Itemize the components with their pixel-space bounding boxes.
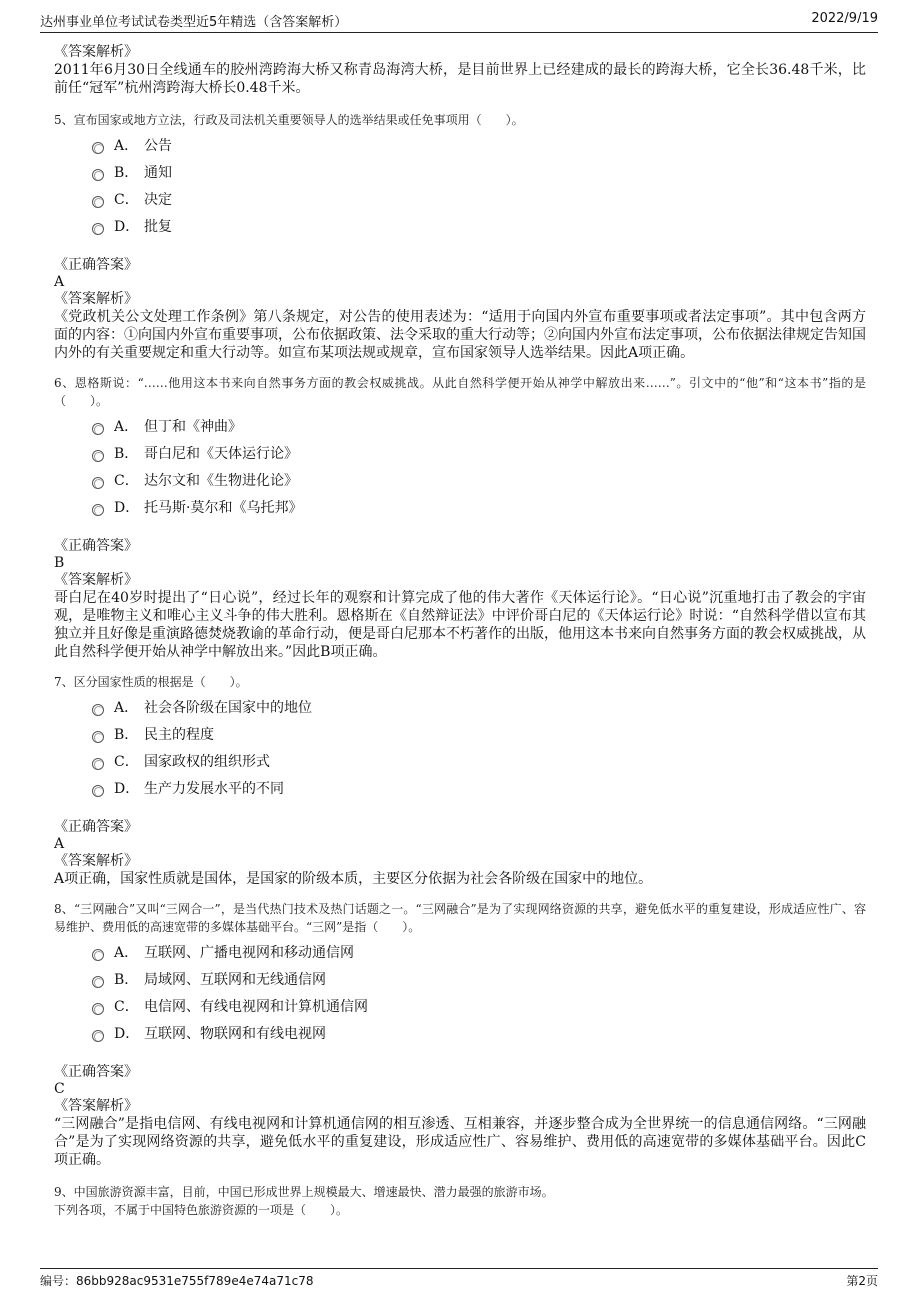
analysis-label: 《答案解析》 [54,572,138,588]
option-a[interactable] [92,133,866,160]
option-text: 国家政权的组织形式 [144,754,270,770]
question-stem-continued: 下列各项，不属于中国特色旅游资源的一项是（ ）。 [54,1203,349,1217]
analysis-text: 哥白尼在40岁时提出了“日心说”，经过长年的观察和计算完成了他的伟大著作《天体运行论》。“日心说”沉重地打击了教会的宇宙观，是唯物主义和唯心主义斗争的伟大胜利。恩格斯在《自然辩证法》中评价哥白尼的《天体运行论》时说：“自然科学借以宣布其独立并且好像是重演路德焚烧教谕的革命行动，便是哥白尼那本不朽著作的出版，他用这本书来向自然事务方面的教会权威挑战，从此自然科学便开始从神学中解放出来。”因此B项正确。 [54,590,866,660]
option-text: 互联网、物联网和有线电视网 [144,1026,326,1042]
option-text: 电信网、有线电视网和计算机通信网 [144,999,368,1015]
analysis-label: 《答案解析》 [54,853,138,869]
question-stem: 9、中国旅游资源丰富，目前，中国已形成世界上规模最大、增速最快、潜力最强的旅游市场。 [54,1185,554,1199]
radio-button-icon[interactable] [92,169,104,181]
option-letter: D． [114,219,140,235]
question-stem: 5、宣布国家或地方立法，行政及司法机关重要领导人的选举结果或任免事项用（ ）。 [54,113,524,127]
radio-button-icon[interactable] [92,477,104,489]
option-c[interactable] [92,468,866,495]
correct-answer: A [54,274,65,290]
option-d[interactable] [92,776,866,803]
radio-button-icon[interactable] [92,949,104,961]
option-text: 哥白尼和《天体运行论》 [144,446,298,462]
option-text: 互联网、广播电视网和移动通信网 [144,945,354,961]
question-stem: 6、恩格斯说：“……他用这本书来向自然事务方面的教会权威挑战。从此自然科学便开始从神学中解放出来……”。引文中的“他”和“这本书”指的是（ ）。 [54,376,866,408]
option-text: 局域网、互联网和无线通信网 [144,972,326,988]
question-stem: 8、“三网融合”又叫“三网合一”，是当代热门技术及热门话题之一。“三网融合”是为了实现网络资源的共享，避免低水平的重复建设，形成适应性广、容易维护、费用低的高速宽带的多媒体基础平台。“三网”是指（ ）。 [54,902,866,934]
option-letter: A． [114,138,139,154]
option-b[interactable] [92,441,866,468]
page-footer [40,1268,878,1293]
option-a[interactable] [92,414,866,441]
option-text: 通知 [144,165,172,181]
radio-button-icon[interactable] [92,1003,104,1015]
option-d[interactable] [92,1021,866,1048]
option-b[interactable] [92,160,866,187]
option-letter: A． [114,419,139,435]
answer-label: 《正确答案》 [54,819,138,835]
option-list [92,133,866,241]
option-list [92,940,866,1048]
correct-answer: A [54,836,65,852]
option-text: 决定 [144,192,172,208]
page-header [40,10,878,33]
correct-answer: C [54,1081,65,1097]
radio-button-icon[interactable] [92,196,104,208]
option-letter: C． [114,473,139,489]
option-letter: C． [114,999,139,1015]
radio-button-icon[interactable] [92,142,104,154]
radio-button-icon[interactable] [92,731,104,743]
analysis-text: “三网融合”是指电信网、有线电视网和计算机通信网的相互渗透、互相兼容，并逐步整合成为全世界统一的信息通信网络。“三网融合”是为了实现网络资源的共享，避免低水平的重复建设，形成适应性广、容易维护、费用低的高速宽带的多媒体基础平台。因此C项正确。 [54,1116,866,1168]
radio-button-icon[interactable] [92,423,104,435]
radio-button-icon[interactable] [92,1030,104,1042]
option-letter: B． [114,972,139,988]
option-b[interactable] [92,967,866,994]
analysis-label: 《答案解析》 [54,44,138,60]
radio-button-icon[interactable] [92,785,104,797]
document-date: 2022/9/19 [811,11,878,26]
option-c[interactable] [92,187,866,214]
option-text: 批复 [144,219,172,235]
option-text: 生产力发展水平的不同 [144,781,284,797]
option-text: 社会各阶级在国家中的地位 [144,700,312,716]
option-text: 民主的程度 [144,727,214,743]
correct-answer: B [54,555,65,571]
option-d[interactable] [92,495,866,522]
document-title: 达州事业单位考试试卷类型近5年精选（含答案解析） [40,15,348,30]
analysis-text: 2011年6月30日全线通车的胶州湾跨海大桥又称青岛海湾大桥，是目前世界上已经建成的最长的跨海大桥，它全长36.48千米，比前任“冠军”杭州湾跨海大桥长0.48千米。 [54,62,866,96]
option-letter: D． [114,500,140,516]
option-text: 托马斯·莫尔和《乌托邦》 [144,500,303,516]
option-letter: B． [114,446,139,462]
answer-label: 《正确答案》 [54,538,138,554]
option-text: 公告 [144,138,172,154]
question-stem: 7、区分国家性质的根据是（ ）。 [54,675,248,689]
option-letter: A． [114,945,139,961]
option-letter: D． [114,1026,140,1042]
option-list [92,414,866,522]
option-letter: C． [114,192,139,208]
radio-button-icon[interactable] [92,976,104,988]
page-content [54,44,866,1219]
radio-button-icon[interactable] [92,704,104,716]
answer-label: 《正确答案》 [54,1064,138,1080]
option-letter: B． [114,165,139,181]
option-list [92,695,866,803]
option-letter: D． [114,781,140,797]
page-number: 第2页 [846,1274,878,1288]
answer-label: 《正确答案》 [54,257,138,273]
radio-button-icon[interactable] [92,758,104,770]
option-b[interactable] [92,722,866,749]
analysis-label: 《答案解析》 [54,291,138,307]
radio-button-icon[interactable] [92,504,104,516]
option-c[interactable] [92,749,866,776]
option-d[interactable] [92,214,866,241]
analysis-text: 《党政机关公文处理工作条例》第八条规定，对公告的使用表述为：“适用于向国内外宣布重要事项或者法定事项”。其中包含两方面的内容：①向国内外宣布重要事项，公布依据政策、法令采取的重大行动等；②向国内外宣布法定事项，公布依据法律规定告知国内外的有关重要规定和重大行动等。如宣布某项法规或规章，宣布国家领导人选举结果。因此A项正确。 [54,309,866,361]
option-c[interactable] [92,994,866,1021]
radio-button-icon[interactable] [92,223,104,235]
option-letter: A． [114,700,139,716]
option-text: 达尔文和《生物进化论》 [144,473,298,489]
option-a[interactable] [92,695,866,722]
option-text: 但丁和《神曲》 [144,419,242,435]
analysis-label: 《答案解析》 [54,1098,138,1114]
option-letter: B． [114,727,139,743]
analysis-text: A项正确，国家性质就是国体，是国家的阶级本质，主要区分依据为社会各阶级在国家中的地位。 [54,871,653,887]
option-letter: C． [114,754,139,770]
option-a[interactable] [92,940,866,967]
radio-button-icon[interactable] [92,450,104,462]
document-code: 编号：86bb928ac9531e755f789e4e74a71c78 [40,1274,314,1288]
